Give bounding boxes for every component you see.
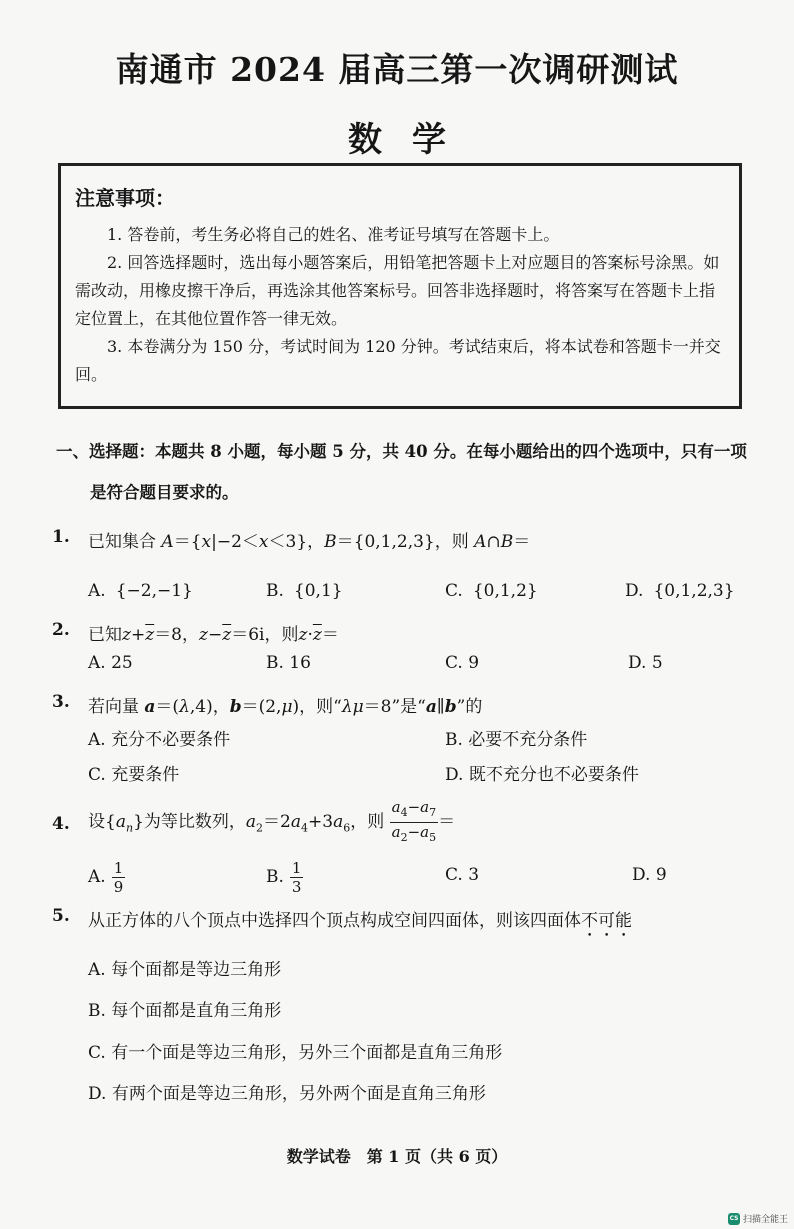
option-c: C. 3	[445, 865, 480, 885]
page-footer: 数学试卷 第 1 页（共 6 页）	[286, 1147, 508, 1166]
option-d: D. 既不充分也不必要条件	[445, 765, 639, 785]
option-d: D. {0,1,2,3}	[625, 581, 735, 601]
scanner-watermark	[728, 1212, 788, 1225]
option-a: A. 25	[88, 653, 133, 673]
option-d: D. 有两个面是等边三角形，另外两个面是直角三角形	[88, 1084, 486, 1104]
option-b: B. {0,1}	[266, 581, 343, 601]
option-b: B. 16	[266, 653, 311, 673]
notice-item-3: 3. 本卷满分为 150 分，考试时间为 120 分钟。考试结束后，将本试卷和答题卡一并交回。	[75, 337, 721, 384]
option-c: C. {0,1,2}	[445, 581, 538, 601]
option-c: C. 9	[445, 653, 480, 673]
question-stem: 从正方体的八个顶点中选择四个顶点构成空间四面体，则该四面体不可能	[88, 911, 632, 931]
emphasis-text: 不可能	[581, 911, 632, 931]
scanner-label: 扫描全能王	[742, 1215, 788, 1225]
question-stem: 已知集合 A＝{x|−2＜x＜3}，B＝{0,1,2,3}，则 A∩B＝	[88, 532, 531, 552]
scanner-logo-icon: CS	[728, 1213, 740, 1225]
option-d: D. 5	[628, 653, 663, 673]
exam-title: 南通市 2024 届高三第一次调研测试	[115, 50, 679, 89]
section-heading-cont: 是符合题目要求的。	[90, 483, 239, 502]
section-heading: 一、选择题：本题共 8 小题，每小题 5 分，共 40 分。在每小题给出的四个选项中，只有一项	[56, 442, 747, 461]
option-d: D. 9	[632, 865, 667, 885]
question-number: 5.	[52, 906, 70, 926]
option-a: A. 每个面都是等边三角形	[88, 960, 282, 980]
question-number: 4.	[52, 814, 70, 834]
question-number: 3.	[52, 692, 70, 712]
question-stem: 已知$z+\overline{z}=8$，$z-\overline{z}=6i$，则$z\cdot\overline{z}=$	[88, 625, 339, 645]
question-stem: 设$\{a_n\}$为等比数列，$a_2=2a_4+3a_6$，则 $\frac{a_4-a_7}{a_2-a_5}$ ＝	[88, 798, 456, 844]
option-c: C. 有一个面是等边三角形，另外三个面都是直角三角形	[88, 1043, 503, 1063]
option-a: A. $\frac{1}{9}$	[88, 859, 124, 896]
notice-heading: 注意事项：	[75, 186, 175, 210]
option-a: A. {−2,−1}	[88, 581, 193, 601]
option-a: A. 充分不必要条件	[88, 730, 231, 750]
question-number: 2.	[52, 620, 70, 640]
option-b: B. $\frac{1}{3}$	[266, 859, 302, 896]
notice-box	[58, 163, 742, 409]
notice-item-1: 1. 答卷前，考生务必将自己的姓名、准考证号填写在答题卡上。	[107, 225, 560, 244]
notice-item-2: 2. 回答选择题时，选出每小题答案后，用铅笔把答题卡上对应题目的答案标号涂黑。如需改动，用橡皮擦干净后，再选涂其他答案标号。回答非选择题时，将答案写在答题卡上指定位置上，在其他位置作答一律无效。	[75, 253, 720, 328]
option-b: B. 每个面都是直角三角形	[88, 1001, 282, 1021]
option-b: B. 必要不充分条件	[445, 730, 588, 750]
question-number: 1.	[52, 527, 70, 547]
subject-title: 数学	[348, 120, 476, 160]
question-stem: 若向量 a＝(λ,4)，b＝(2,μ)，则“λμ＝8”是“a∥b”的	[88, 697, 483, 717]
option-c: C. 充要条件	[88, 765, 180, 785]
